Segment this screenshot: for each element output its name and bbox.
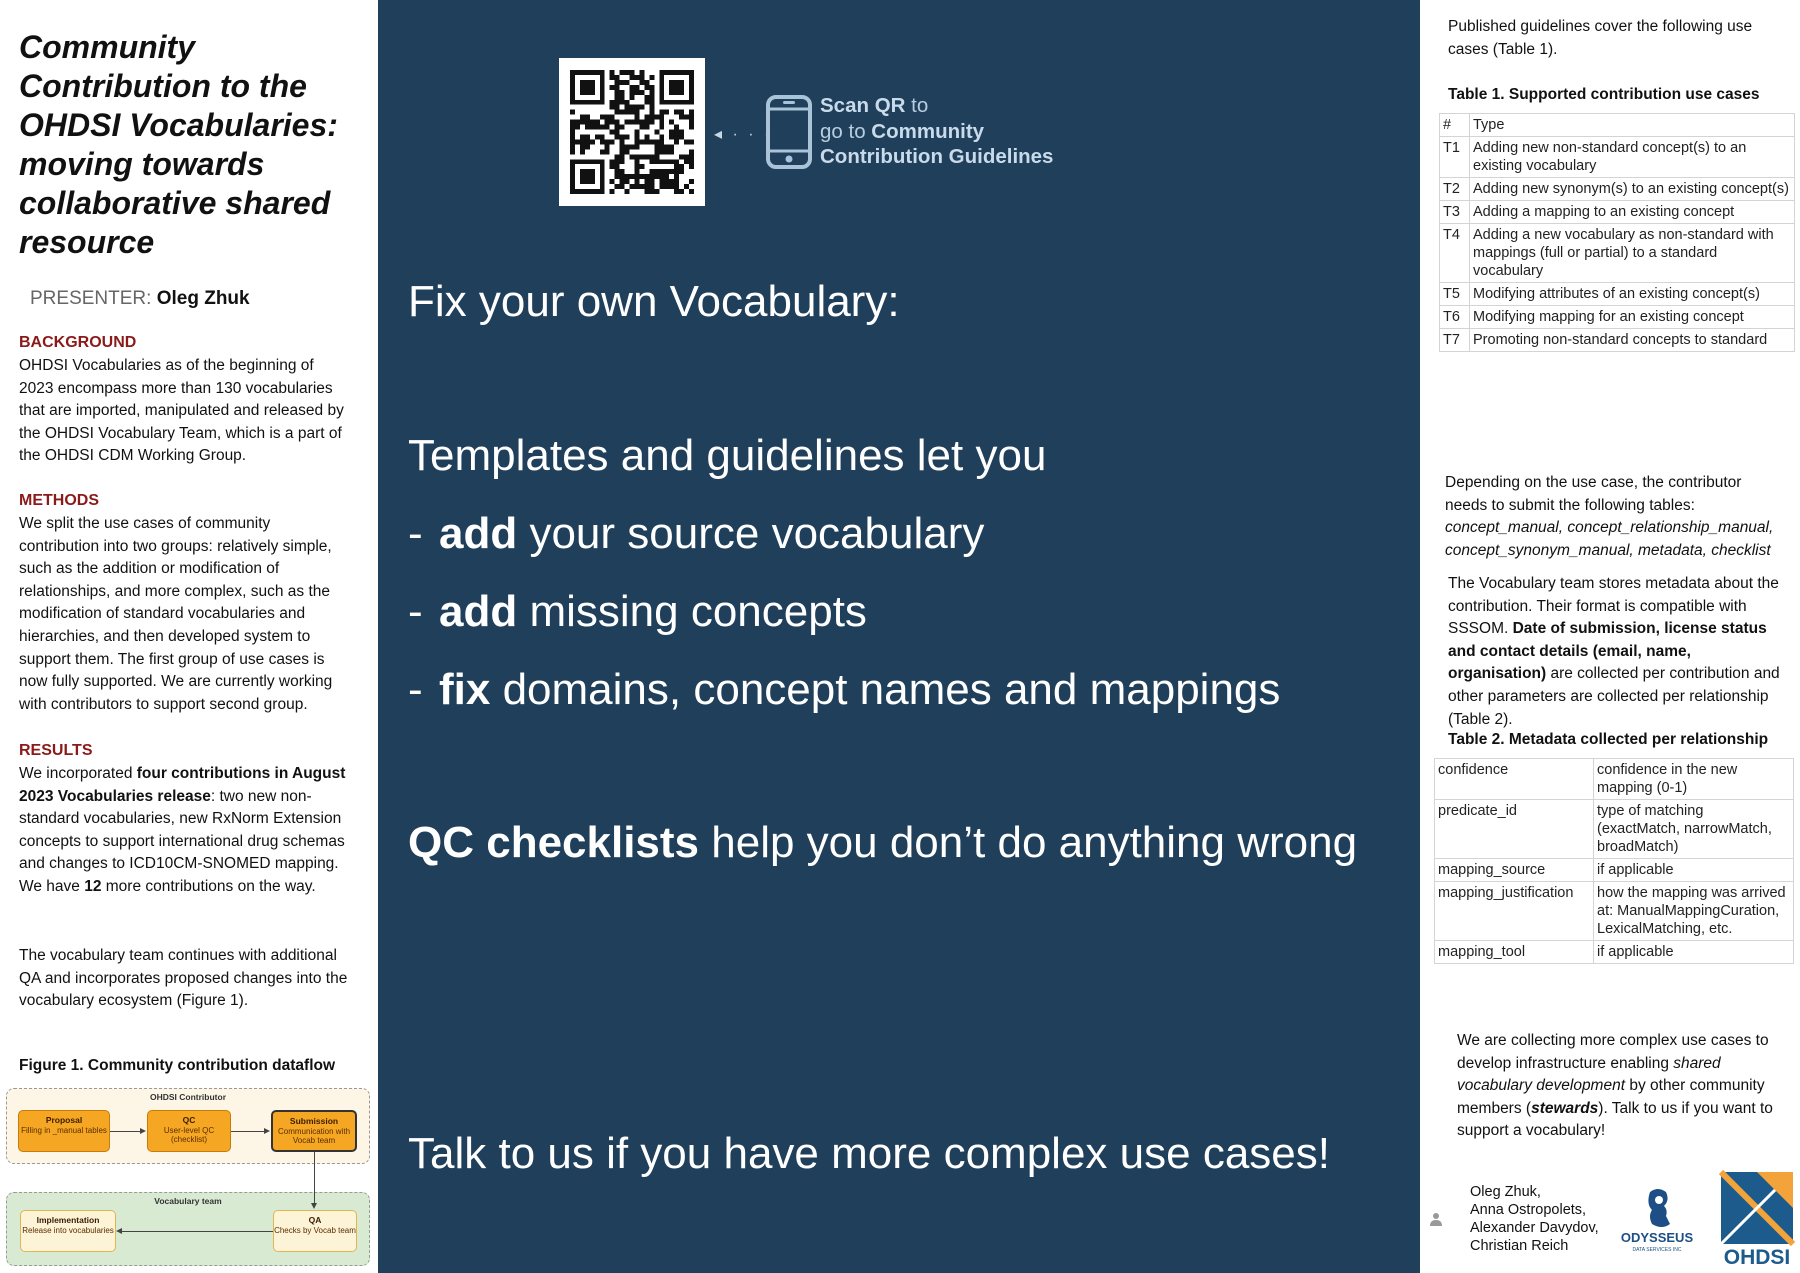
list-item: - add your source vocabulary — [408, 509, 985, 558]
table-row: T4 Adding a new vocabulary as non-standard with mappings (full or partial) to a standard vocabulary — [1440, 224, 1795, 283]
table-header-cell: # — [1440, 114, 1470, 137]
templates-line: Templates and guidelines let you — [408, 431, 1047, 480]
main-panel — [378, 0, 1420, 1273]
table-header-cell: Type — [1470, 114, 1795, 137]
results-text-2: The vocabulary team continues with additional QA and incorporates proposed changes into the vocabulary ecosystem (Figure 1). — [19, 947, 348, 1010]
qa-sub: Checks by Vocab team — [274, 1225, 356, 1235]
tables-list: concept_manual, concept_relationship_manual, concept_synonym_manual, metadata, checklist — [1445, 519, 1774, 559]
svg-text:ODYSSEUS: ODYSSEUS — [1620, 1230, 1694, 1245]
qc-sub: User-level QC (checklist) — [163, 1125, 215, 1144]
qc-checklists-line: QC checklists help you don’t do anything wrong — [408, 818, 1358, 867]
table-row: T2 Adding new synonym(s) to an existing concept(s) — [1440, 178, 1795, 201]
methods-text: We split the use cases of community contribution into two groups: relatively simple, such as the addition or modification of relationships, and more complex, such as the modification of standard vocabularies and hierarchies, and then developed system to support them. The first group of use cases is now fully supported. We are currently working with contributors to support second group. — [19, 515, 333, 713]
qc-title: QC — [182, 1115, 196, 1125]
presenter-name: Oleg Zhuk — [156, 288, 250, 309]
left-column — [0, 0, 378, 1273]
author: Christian Reich — [1470, 1238, 1569, 1254]
metadata-text: The Vocabulary team stores metadata about the contribution. Their format is compatible with SSSOM. Date of submission, license status and contact details (email, name, organisation) are collected per contribution and other parameters are collected per relationship (Table 2). — [1448, 575, 1780, 728]
contributor-zone-label: OHDSI Contributor — [149, 1092, 227, 1102]
qc-box — [147, 1110, 231, 1152]
background-text: OHDSI Vocabularies as of the beginning of 2023 encompass more than 130 vocabularies that are imported, manipulated and released by the OHDSI Vocabulary Team, which is a part of the OHDSI CDM Working Group. — [19, 357, 344, 465]
table-row: T1 Adding new non-standard concept(s) to an existing vocabulary — [1440, 137, 1795, 178]
results-heading: RESULTS — [19, 742, 93, 759]
author: Anna Ostropolets, — [1470, 1202, 1587, 1218]
talk-to-us-line: Talk to us if you have more complex use cases! — [408, 1129, 1330, 1178]
author: Oleg Zhuk, — [1470, 1184, 1541, 1200]
arrow-dots-icon: ◂ · · · — [714, 126, 773, 143]
closing-text: We are collecting more complex use cases to develop infrastructure enabling shared vocabulary development by other community members (stewards). Talk to us if you want to support a vocabulary! — [1457, 1032, 1773, 1140]
author: Alexander Davydov, — [1470, 1220, 1599, 1236]
depending-text: Depending on the use case, the contributor needs to submit the following tables: concept_manual, concept_relationship_manual, concept_synonym_manual, metadata, checklist — [1445, 474, 1774, 559]
svg-text:DATA SERVICES INC: DATA SERVICES INC — [1632, 1247, 1682, 1253]
poster-title: Community Contribution to the OHDSI Vocabularies: moving towards collaborative shared resource — [19, 29, 338, 260]
svg-text:OHDSI: OHDSI — [1723, 1246, 1791, 1267]
table-row: T6 Modifying mapping for an existing concept — [1440, 306, 1795, 329]
table-header-row — [1440, 114, 1795, 137]
use-cases-table — [1439, 113, 1795, 352]
table-row: T5 Modifying attributes of an existing concept(s) — [1440, 283, 1795, 306]
qr-code-icon[interactable] — [559, 58, 705, 206]
table-row: confidence confidence in the new mapping (0-1) — [1435, 759, 1794, 800]
qa-box — [273, 1210, 357, 1252]
proposal-box — [18, 1110, 110, 1152]
table1-caption: Table 1. Supported contribution use cases — [1448, 86, 1760, 103]
implementation-box — [20, 1210, 116, 1252]
fix-heading: Fix your own Vocabulary: — [408, 277, 900, 326]
table-row: mapping_justification how the mapping was arrived at: ManualMappingCuration, LexicalMatching, etc. — [1435, 882, 1794, 941]
arrow-qc-submission — [231, 1131, 265, 1132]
dataflow-diagram — [6, 1088, 370, 1270]
metadata-table — [1434, 758, 1794, 964]
scan-qr-text: Scan QR to go to Community Contribution Guidelines — [820, 94, 1054, 168]
implementation-sub: Release into vocabularies — [22, 1225, 114, 1235]
ohdsi-logo-icon — [1717, 1170, 1795, 1267]
submission-title: Submission — [289, 1116, 339, 1126]
table-row: T3 Adding a mapping to an existing concept — [1440, 201, 1795, 224]
submission-box — [271, 1110, 357, 1152]
table-row: mapping_source if applicable — [1435, 859, 1794, 882]
table-row: T7 Promoting non-standard concepts to standard — [1440, 329, 1795, 352]
presenter-line — [30, 288, 250, 310]
presenter-label: PRESENTER: — [30, 288, 152, 309]
submission-sub: Communication with Vocab team — [277, 1126, 351, 1145]
table-row: mapping_tool if applicable — [1435, 941, 1794, 964]
intro-text: Published guidelines cover the following use cases (Table 1). — [1448, 18, 1753, 58]
right-column — [1420, 0, 1800, 1273]
list-item: - add missing concepts — [408, 587, 867, 636]
vocab-zone-label: Vocabulary team — [154, 1196, 222, 1206]
background-heading: BACKGROUND — [19, 334, 137, 351]
implementation-title: Implementation — [36, 1215, 100, 1225]
table2-caption: Table 2. Metadata collected per relationship — [1448, 731, 1769, 748]
arrow-qa-implementation — [122, 1231, 273, 1232]
person-icon — [1430, 1212, 1442, 1231]
proposal-sub: Filling in _manual tables — [21, 1125, 107, 1135]
phone-icon — [766, 95, 812, 174]
authors-list — [1470, 1183, 1599, 1255]
results-text: We incorporated four contributions in August 2023 Vocabularies release: two new non-standard vocabularies, new RxNorm Extension concepts to support international drug schemas and changes to ICD10CM-SNOMED mapping. We have 12 more contributions on the way. — [19, 765, 346, 895]
arrow-submission-qa — [314, 1152, 315, 1204]
figure-title: Figure 1. Community contribution dataflow — [19, 1057, 336, 1074]
proposal-title: Proposal — [45, 1115, 83, 1125]
methods-heading: METHODS — [19, 492, 99, 509]
table-row: predicate_id type of matching (exactMatch, narrowMatch, broadMatch) — [1435, 800, 1794, 859]
list-item: - fix domains, concept names and mappings — [408, 665, 1281, 714]
odysseus-logo-icon — [1612, 1184, 1702, 1254]
qa-title: QA — [308, 1215, 322, 1225]
arrow-proposal-qc — [110, 1131, 141, 1132]
